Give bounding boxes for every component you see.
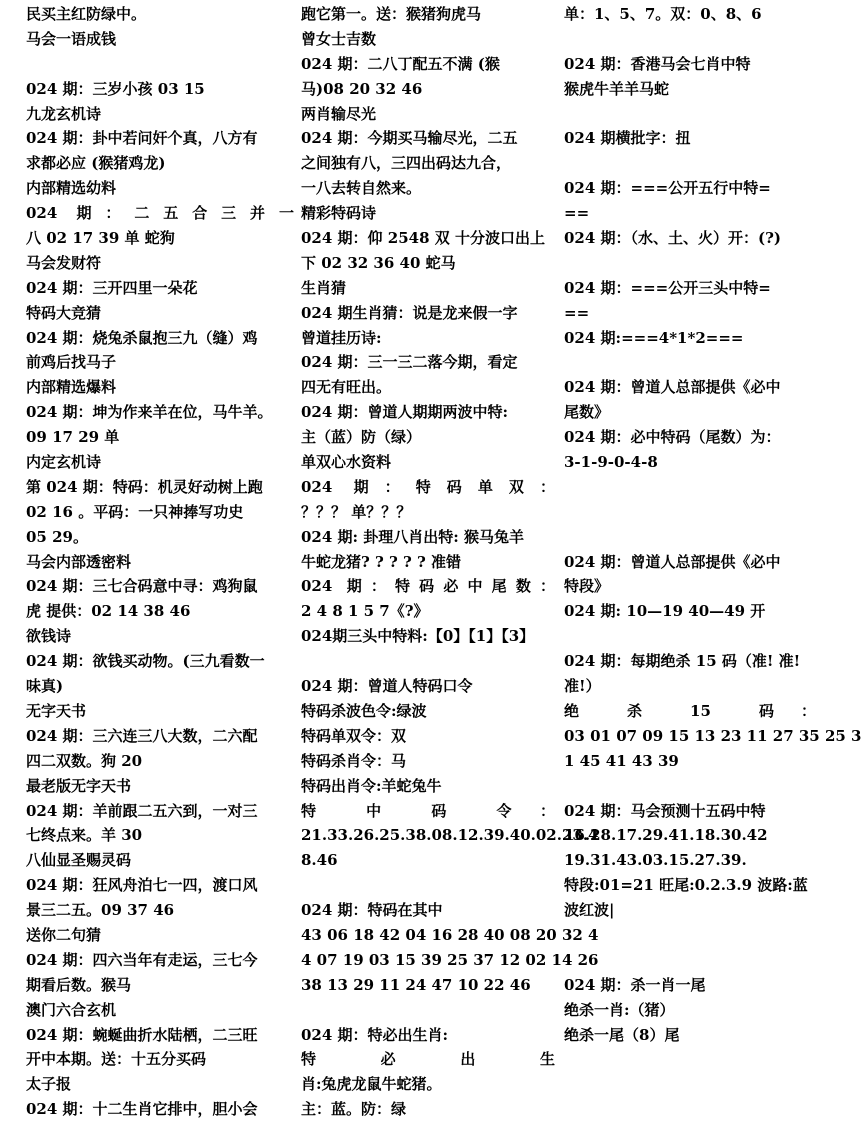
text-line: 03 01 07 09 15 13 23 11 27 35 25 3	[564, 726, 862, 745]
text-line: 024 期：杀一肖一尾	[564, 975, 706, 994]
text-line: 特码大竞猜	[26, 303, 102, 322]
text-line: 马会内部透密料	[26, 552, 132, 571]
text-line	[26, 52, 294, 77]
text-line: 024 期:===4*1*2===	[564, 328, 744, 347]
text-line	[564, 525, 816, 550]
column-right	[564, 2, 862, 1047]
text-line: 民买主红防绿中。	[26, 5, 147, 23]
text-line: 尾数》	[564, 403, 610, 422]
text-line: 024 期：马会预测十五码中特	[564, 801, 766, 820]
text-line: 特码杀肖令：马	[301, 751, 407, 770]
text-line: 波红波|	[564, 901, 615, 920]
text-line: 两肖输尽光	[301, 104, 377, 123]
text-line: 024 期：羊前跟二五六到，一对三	[26, 801, 258, 820]
text-line: 开中本期。送：十五分买码	[26, 1050, 207, 1069]
text-line: 02 16 。平码：一只神捧写功史	[26, 502, 244, 521]
text-line: 16.28.17.29.41.18.30.42	[564, 826, 768, 845]
text-line: 求都必应 (猴猪鸡龙)	[26, 154, 166, 173]
text-line: 38 13 29 11 24 47 10 22 46	[301, 975, 531, 994]
text-line	[301, 873, 555, 898]
text-line: ==	[564, 303, 590, 322]
text-line: 024 期：三一三二落今期，看定	[301, 353, 518, 372]
text-line: 景三二五。09 37 46	[26, 901, 175, 920]
text-line: 马会发财符	[26, 253, 102, 272]
text-line: 曾女士吉数	[301, 29, 377, 48]
text-line	[564, 151, 816, 176]
text-line: 024 期：特码在其中	[301, 901, 443, 920]
text-line: 澳门六合玄机	[26, 1000, 117, 1019]
text-line: 马)08 20 32 46	[301, 79, 423, 98]
text-line: 肖:兔虎龙鼠牛蛇猪。	[301, 1075, 442, 1094]
text-line: 024 期：特码单双：	[301, 477, 555, 496]
text-line: 一八去转自然来。	[301, 179, 422, 198]
text-line: 准!）	[564, 677, 601, 696]
text-line: 绝 杀 15 码 ：	[564, 701, 816, 720]
text-line: 特 中 码 令 ：	[301, 801, 555, 820]
text-line: 8.46	[301, 851, 338, 870]
text-line: 43 06 18 42 04 16 28 40 08 20 32 4	[301, 925, 599, 944]
text-line: 太子报	[26, 1075, 72, 1094]
text-line	[564, 774, 816, 799]
text-line: 期看后数。猴马	[26, 975, 132, 994]
column-left	[26, 2, 294, 1122]
text-line: 024 期：三开四里一朵花	[26, 278, 198, 297]
text-line: 21.33.26.25.38.08.12.39.40.02.23.4	[301, 826, 599, 845]
text-line	[564, 923, 816, 948]
text-line: 主：蓝。防：绿	[301, 1100, 407, 1119]
text-line	[564, 624, 816, 649]
text-line: 四二双数。狗 20	[26, 751, 143, 770]
text-line	[301, 998, 555, 1023]
text-line: 特码出肖令:羊蛇兔牛	[301, 776, 442, 795]
text-line: 3-1-9-0-4-8	[564, 453, 658, 472]
text-line: 欲钱诗	[26, 627, 72, 646]
text-line: 024 期：特码必中尾数：	[301, 577, 555, 596]
text-line: 024 期：===公开三头中特=	[564, 278, 771, 297]
text-line: 绝杀一尾（8）尾	[564, 1025, 680, 1044]
text-line: 特段:01=21 旺尾:0.2.3.9 波路:蓝	[564, 876, 808, 895]
text-line: 024 期：三岁小孩 03 15	[26, 79, 205, 98]
text-line: 前鸡后找马子	[26, 353, 117, 372]
text-line: 024 期：烧兔杀鼠抱三九（缝）鸡	[26, 328, 258, 347]
text-line: 特码单双令：双	[301, 726, 407, 745]
text-line: 024 期：卦中若问奸个真，八方有	[26, 129, 258, 148]
text-line: 八仙显圣赐灵码	[26, 851, 132, 870]
text-line: 024 期：二八丁配五不满 (猴	[301, 54, 500, 73]
text-line: 024 期：三七合码意中寻：鸡狗鼠	[26, 577, 258, 596]
text-line: 虎 提供：02 14 38 46	[26, 602, 191, 621]
text-line: 送你二句猜	[26, 925, 102, 944]
text-line: 024 期：必中特码（尾数）为：	[564, 428, 781, 447]
text-line: 024 期：狂风舟泊七一四，渡口风	[26, 876, 258, 895]
text-line: 024 期：二五合三并一	[26, 204, 294, 223]
text-line: 024 期：每期绝杀 15 码（准! 准!	[564, 652, 801, 671]
text-line: 09 17 29 单	[26, 428, 120, 447]
text-line: 四无有旺出。	[301, 378, 392, 397]
text-line	[564, 948, 816, 973]
text-line: 无字天书	[26, 701, 87, 720]
text-line: 内部精选爆料	[26, 378, 117, 397]
text-line: 下 02 32 36 40 蛇马	[301, 253, 456, 272]
text-line: 九龙玄机诗	[26, 104, 102, 123]
text-line: 024 期：曾道人期期两波中特:	[301, 403, 509, 422]
text-line: 牛蛇龙猪? ? ? ? ? 准错	[301, 552, 462, 571]
text-line: 猴虎牛羊羊马蛇	[564, 79, 670, 98]
text-line: 024 期：曾道人总部提供《必中	[564, 552, 781, 571]
text-line: 马会一语成钱	[26, 29, 117, 48]
text-line: 七终点来。羊 30	[26, 826, 143, 845]
text-line: 特段》	[564, 577, 610, 596]
text-line: 024 期：四六当年有走运，三七今	[26, 950, 258, 969]
text-line: 024 期生肖猜：说是龙来假一字	[301, 303, 518, 322]
text-line: 最老版无字天书	[26, 776, 132, 795]
text-line: 024 期：曾道人总部提供《必中	[564, 378, 781, 397]
text-line	[564, 500, 816, 525]
text-line: 生肖猜	[301, 278, 347, 297]
text-line	[564, 251, 816, 276]
text-line: 曾道挂历诗:	[301, 328, 382, 347]
text-line	[564, 102, 816, 127]
text-line: 024 期：曾道人特码口令	[301, 677, 473, 696]
text-line: 味真)	[26, 677, 64, 696]
text-line	[564, 27, 816, 52]
text-line	[564, 350, 816, 375]
text-line: 特码杀波色令:绿波	[301, 701, 427, 720]
text-line: 024 期横批字：扭	[564, 129, 691, 148]
text-line: 024 期：特必出生肖:	[301, 1025, 449, 1044]
text-line: ==	[564, 204, 590, 223]
text-line: ？？？ 单？？？	[301, 502, 412, 521]
text-line: 单：1、5、7。双：0、8、6	[564, 5, 762, 23]
text-line: 2 4 8 1 5 7《?》	[301, 602, 429, 621]
text-line: 八 02 17 39 单 蛇狗	[26, 229, 175, 248]
text-line: 单双心水资料	[301, 453, 392, 472]
text-line: 024期三头中特料:【0】【1】【3】	[301, 627, 535, 646]
text-line: 跑它第一。送：猴猪狗虎马	[301, 5, 482, 23]
text-line: 精彩特码诗	[301, 204, 377, 223]
text-line: 024 期：蜿蜒曲折水陆栖，二三旺	[26, 1025, 258, 1044]
text-line: 绝杀一肖:（猪）	[564, 1000, 675, 1019]
text-line: 之间独有八，三四出码达九合，	[301, 154, 512, 173]
text-line	[564, 475, 816, 500]
text-line: 1 45 41 43 39	[564, 751, 679, 770]
text-line: 特 必 出 生	[301, 1050, 555, 1069]
text-line: 第 024 期：特码：机灵好动树上跑	[26, 477, 263, 496]
text-line: 024 期: 卦理八肖出特: 猴马兔羊	[301, 527, 525, 546]
text-line: 024 期：今期买马输尽光，二五	[301, 129, 518, 148]
text-line: 024 期：（水、土、火）开：(?)	[564, 229, 782, 248]
text-line: 内定玄机诗	[26, 453, 102, 472]
text-line	[301, 649, 555, 674]
text-line: 024 期：坤为作来羊在位，马牛羊。	[26, 403, 273, 422]
text-line: 024 期：香港马会七肖中特	[564, 54, 751, 73]
text-line: 024 期：仰 2548 双 十分波口出上	[301, 229, 545, 248]
text-line: 024 期: 10—19 40—49 开	[564, 602, 766, 621]
text-line: 024 期：三六连三八大数，二六配	[26, 726, 258, 745]
text-line: 024 期：十二生肖它排中，胆小会	[26, 1100, 258, 1119]
text-line: 05 29。	[26, 527, 88, 546]
text-line: 19.31.43.03.15.27.39.	[564, 851, 747, 870]
text-line: 内部精选幼料	[26, 179, 117, 198]
text-line: 024 期：欲钱买动物。(三九看数一	[26, 652, 265, 671]
text-line: 4 07 19 03 15 39 25 37 12 02 14 26	[301, 950, 599, 969]
text-line: 主（蓝）防（绿）	[301, 428, 422, 447]
text-line: 024 期：===公开五行中特=	[564, 179, 771, 198]
